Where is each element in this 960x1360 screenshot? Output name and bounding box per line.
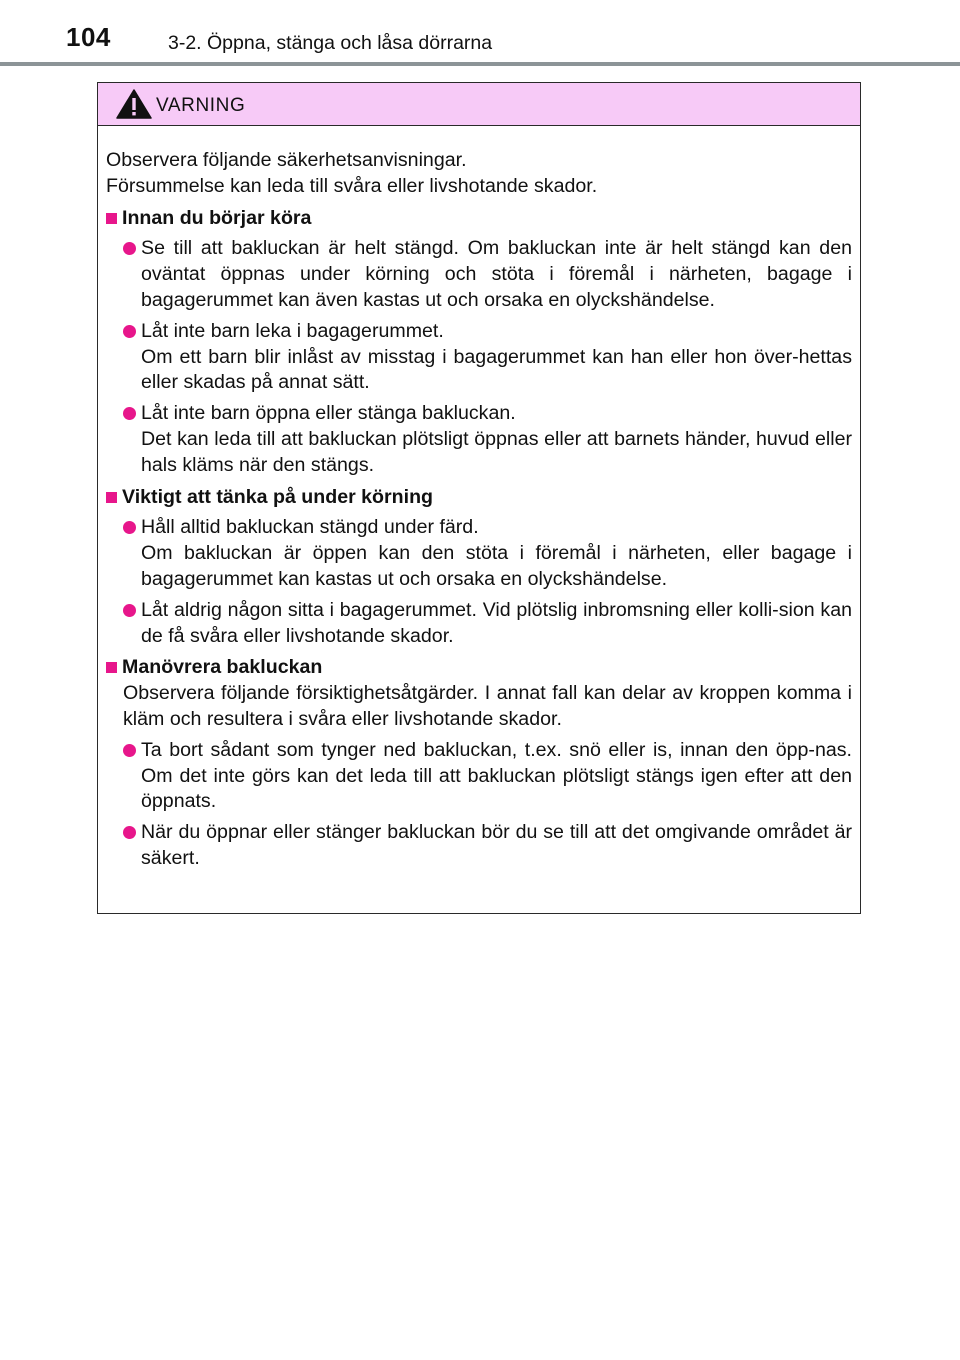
bullet-item [123,401,852,478]
bullet-text [141,820,852,872]
warning-intro [106,148,852,200]
round-bullet-icon [123,325,136,338]
bullet-item [123,319,852,396]
round-bullet-icon [123,744,136,757]
chapter-title: 3-2. Öppna, stänga och låsa dörrarna [168,32,493,54]
bullet-text [141,515,852,592]
bullet-item [123,820,852,872]
bullet-text [141,401,852,478]
bullet-item [123,236,852,313]
bullet-text [141,598,852,650]
warning-title: VARNING [156,95,246,116]
round-bullet-icon [123,604,136,617]
section-heading [106,655,852,681]
warning-header [98,83,860,126]
page-number: 104 [66,22,111,52]
bullet-text-line: Det kan leda till att bakluckan plötsligt öppnas eller att barnets händer, huvud eller hals kläms när den stängs. [141,427,852,476]
square-bullet-icon [106,662,117,673]
bullet-text-line: Låt aldrig någon sitta i bagagerummet. Vid plötslig inbromsning eller kolli-sion kan de få svåra eller livshotande skador. [141,598,852,647]
header-rule [0,62,960,66]
warning-section [106,655,852,871]
round-bullet-icon [123,407,136,420]
bullet-item [123,598,852,650]
page-header [0,0,960,66]
warning-intro-line: Observera följande säkerhetsanvisningar. [106,149,467,171]
bullet-text [141,236,852,313]
bullet-text-line: Håll alltid bakluckan stängd under färd. [141,516,479,539]
bullet-item [123,738,852,815]
warning-triangle-icon [116,89,152,119]
square-bullet-icon [106,213,117,224]
bullet-text-line: När du öppnar eller stänger bakluckan bör du se till att det omgivande området är säkert. [141,821,852,869]
section-heading-text: Viktigt att tänka på under körning [122,485,434,508]
section-intro: Observera följande försiktighetsåtgärder. I annat fall kan delar av kroppen komma i kläm och resultera i svåra eller livshotande skador. [123,682,852,730]
bullet-text-line: Ta bort sådant som tynger ned bakluckan, t.ex. snö eller is, innan den öpp-nas. Om det inte görs kan det leda till att bakluckan plötsligt stängs igen efter att den öppnats. [141,738,852,813]
bullet-text-line: Låt inte barn leka i bagagerummet. [141,319,444,342]
bullet-text [141,738,852,815]
section-heading [106,206,852,232]
warning-box [97,82,861,914]
square-bullet-icon [106,492,117,503]
bullet-text-line: Om bakluckan är öppen kan den stöta i föremål i närheten, eller bagage i bagagerummet kan kastas ut och orsaka en olyckshändelse. [141,542,852,590]
round-bullet-icon [123,242,136,255]
warning-body [98,126,860,872]
bullet-text-line: Låt inte barn öppna eller stänga bakluckan. [141,402,516,425]
bullet-text [141,319,852,396]
round-bullet-icon [123,521,136,534]
section-heading-text: Manövrera bakluckan [122,656,323,679]
bullet-text-line: Se till att bakluckan är helt stängd. Om bakluckan inte är helt stängd kan den oväntat öppnas under körning och stöta i föremål i närheten, bagage i bagagerummet kan även kastas ut och orsaka en olyckshändelse. [141,237,852,311]
section-heading [106,485,852,511]
round-bullet-icon [123,826,136,839]
warning-section [106,206,852,479]
bullet-item [123,515,852,592]
warning-intro-line: Försummelse kan leda till svåra eller livshotande skador. [106,174,598,197]
bullet-text-line: Om ett barn blir inlåst av misstag i bagagerummet kan han eller hon över-hettas eller skadas på annat sätt. [141,345,852,394]
section-heading-text: Innan du börjar köra [122,206,312,229]
warning-section [106,485,852,650]
